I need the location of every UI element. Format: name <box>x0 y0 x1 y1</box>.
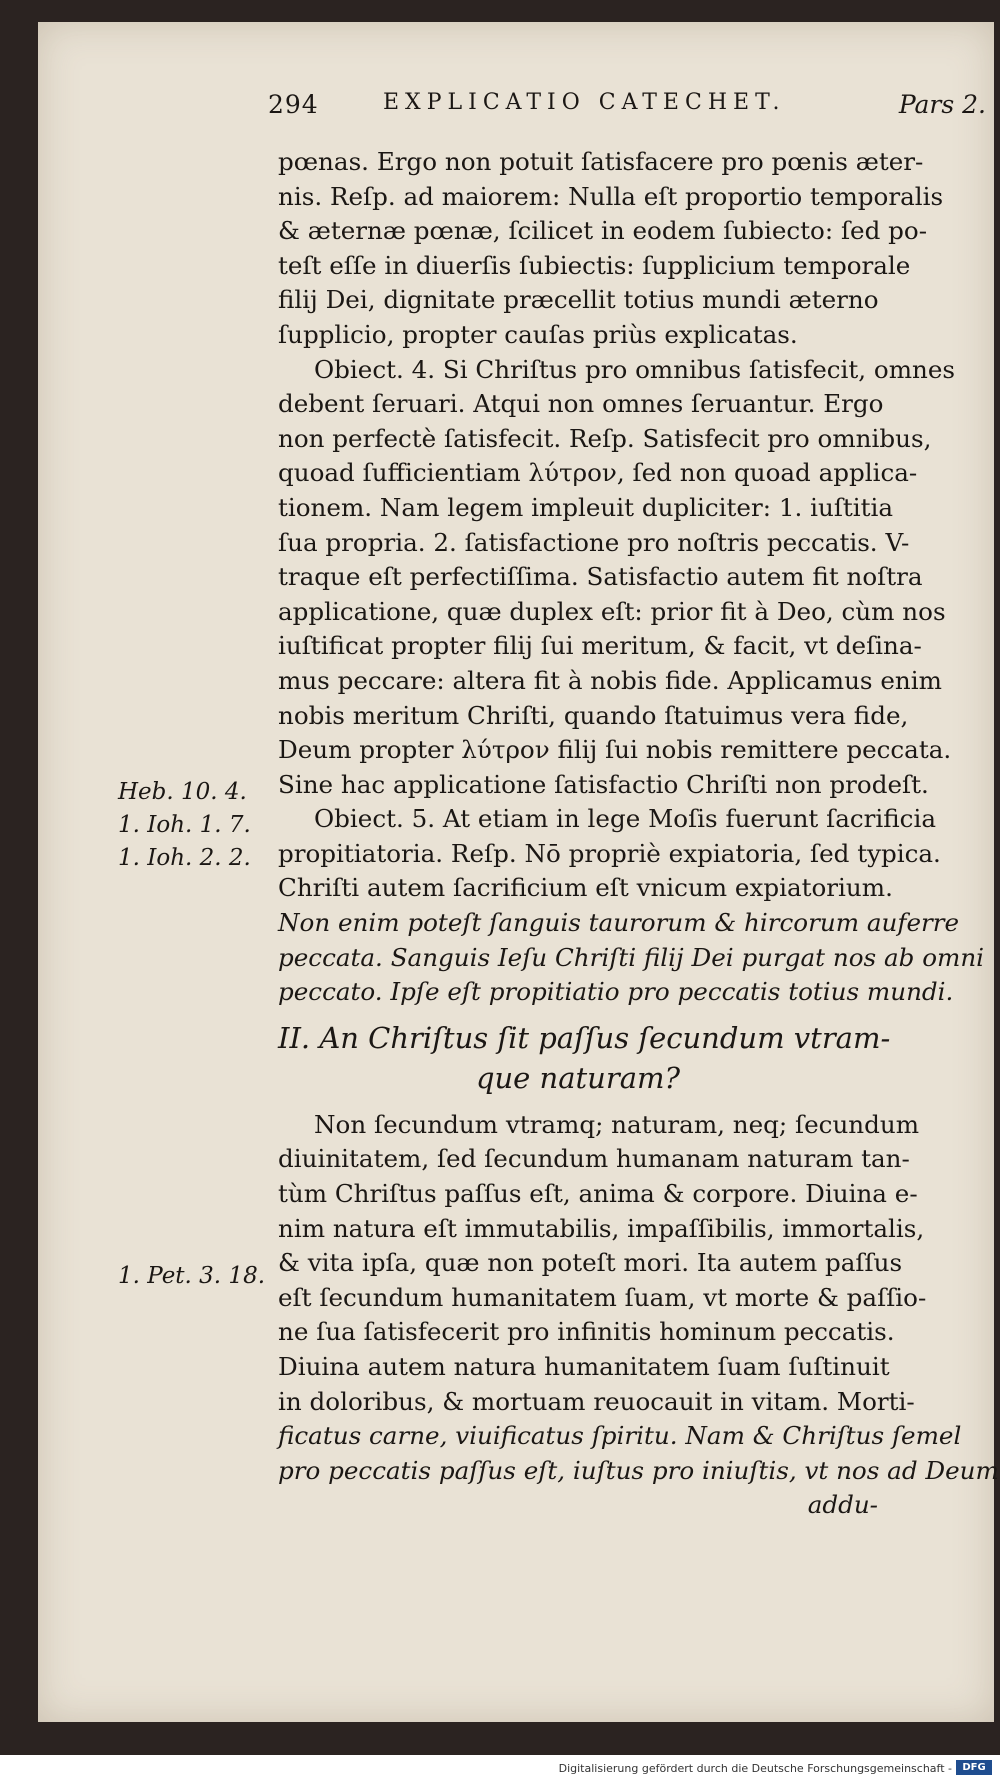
text-line: Non ſecundum vtramq; naturam, neq; ſecundum <box>314 1109 920 1139</box>
funding-credit: Digitalisierung gefördert durch die Deutsche Forschungsgemeinschaft - <box>558 1762 952 1775</box>
text-block-2 <box>278 1108 999 1523</box>
section-heading <box>278 1018 891 1098</box>
text-line: tionem. Nam legem impleuit dupliciter: 1. iuſtitia <box>278 492 894 522</box>
text-line: peccata. Sanguis Ieſu Chriſti filij Dei purgat nos ab omni <box>278 942 985 972</box>
text-line: que naturam? <box>475 1060 681 1095</box>
text-line: eſt ſecundum humanitatem ſuam, vt morte & paſſio- <box>278 1282 927 1312</box>
dfg-logo: DFG <box>956 1760 992 1775</box>
text-line: Diuina autem natura humanitatem ſuam ſuſtinuit <box>278 1352 890 1381</box>
text-line: Chriſti autem ſacrificium eſt vnicum expiatorium. <box>278 873 893 903</box>
text-line: addu- <box>807 1490 878 1520</box>
text-line: applicatione, quæ duplex eſt: prior fit à Deo, cùm nos <box>278 596 946 626</box>
text-line: pro peccatis paſſus eſt, iuſtus pro iniuſtis, vt nos ad Deum <box>278 1455 999 1485</box>
text-line: peccato. Ipſe eſt propitiatio pro peccatis totius mundi. <box>278 977 954 1007</box>
running-title: EXPLICATIO CATECHET. <box>383 90 786 115</box>
text-block-1 <box>278 145 985 1010</box>
text-line: nis. Reſp. ad maiorem: Nulla eſt proportio temporalis <box>278 181 944 211</box>
text-line: Non enim poteſt ſanguis taurorum & hircorum auferre <box>278 908 960 938</box>
text-line: Deum propter λύτρον filij ſui nobis remittere peccata. <box>278 735 952 765</box>
text-line: nim natura eſt immutabilis, impaſſibilis, immortalis, <box>278 1213 925 1243</box>
text-line: debent ſeruari. Atqui non omnes ſeruantur. Ergo <box>278 389 884 419</box>
text-line: iuſtificat propter filij ſui meritum, & facit, vt deſina- <box>278 631 922 661</box>
digitization-footer <box>0 1755 1000 1783</box>
text-line: teſt eſſe in diuerſis ſubiectis: ſupplicium temporale <box>278 250 911 280</box>
margin-note-ioh-2: 1. Ioh. 2. 2. <box>118 845 251 871</box>
text-line: tùm Chriſtus paſſus eſt, anima & corpore. Diuina e- <box>278 1179 918 1209</box>
text-line: diuinitatem, ſed ſecundum humanam naturam tan- <box>278 1144 910 1174</box>
margin-note-pet: 1. Pet. 3. 18. <box>118 1263 266 1289</box>
text-line: ne ſua ſatisfecerit pro infinitis hominum peccatis. <box>278 1317 895 1347</box>
text-line: & æternæ pœnæ, ſcilicet in eodem ſubiecto: ſed po- <box>278 216 928 246</box>
margin-note-heb: Heb. 10. 4. <box>118 779 247 805</box>
text-line: quoad ſufficientiam λύτρον, ſed non quoad applica- <box>278 458 918 488</box>
part-label: Pars 2. <box>898 90 986 119</box>
text-line: II. An Chriſtus ſit paſſus ſecundum vtram- <box>278 1020 891 1055</box>
text-line: ſua propria. 2. ſatisfactione pro noſtris peccatis. V- <box>278 527 910 557</box>
text-line: propitiatoria. Reſp. Nō propriè expiatoria, ſed typica. <box>278 838 941 868</box>
book-page <box>38 22 999 1722</box>
text-line: Sine hac applicatione ſatisfactio Chriſti non prodeſt. <box>278 769 929 799</box>
page-header <box>38 90 994 130</box>
page-body <box>278 145 999 1523</box>
text-line: ſupplicio, propter cauſas priùs explicatas. <box>278 319 798 349</box>
text-line: Obiect. 5. At etiam in lege Moſis fuerunt ſacrificia <box>314 804 936 834</box>
text-line: & vita ipſa, quæ non poteſt mori. Ita autem paſſus <box>278 1248 903 1278</box>
margin-note-ioh-1: 1. Ioh. 1. 7. <box>118 812 251 838</box>
text-line: in doloribus, & mortuam reuocauit in vitam. Morti- <box>278 1386 915 1416</box>
page-number: 294 <box>268 90 319 119</box>
text-line: pœnas. Ergo non potuit ſatisfacere pro pœnis æter- <box>278 147 924 176</box>
text-line: mus peccare: altera fit à nobis fide. Applicamus enim <box>278 665 942 695</box>
text-line: nobis meritum Chriſti, quando ſtatuimus vera fide, <box>278 700 909 730</box>
text-line: ficatus carne, viuificatus ſpiritu. Nam & Chriſtus ſemel <box>278 1421 962 1451</box>
text-line: non perfectè ſatisfecit. Reſp. Satisfecit pro omnibus, <box>278 423 932 453</box>
text-line: traque eſt perfectiſſima. Satisfactio autem fit noſtra <box>278 562 923 592</box>
text-line: Obiect. 4. Si Chriſtus pro omnibus ſatisfecit, omnes <box>314 354 956 384</box>
text-line: filij Dei, dignitate præcellit totius mundi æterno <box>278 285 879 315</box>
